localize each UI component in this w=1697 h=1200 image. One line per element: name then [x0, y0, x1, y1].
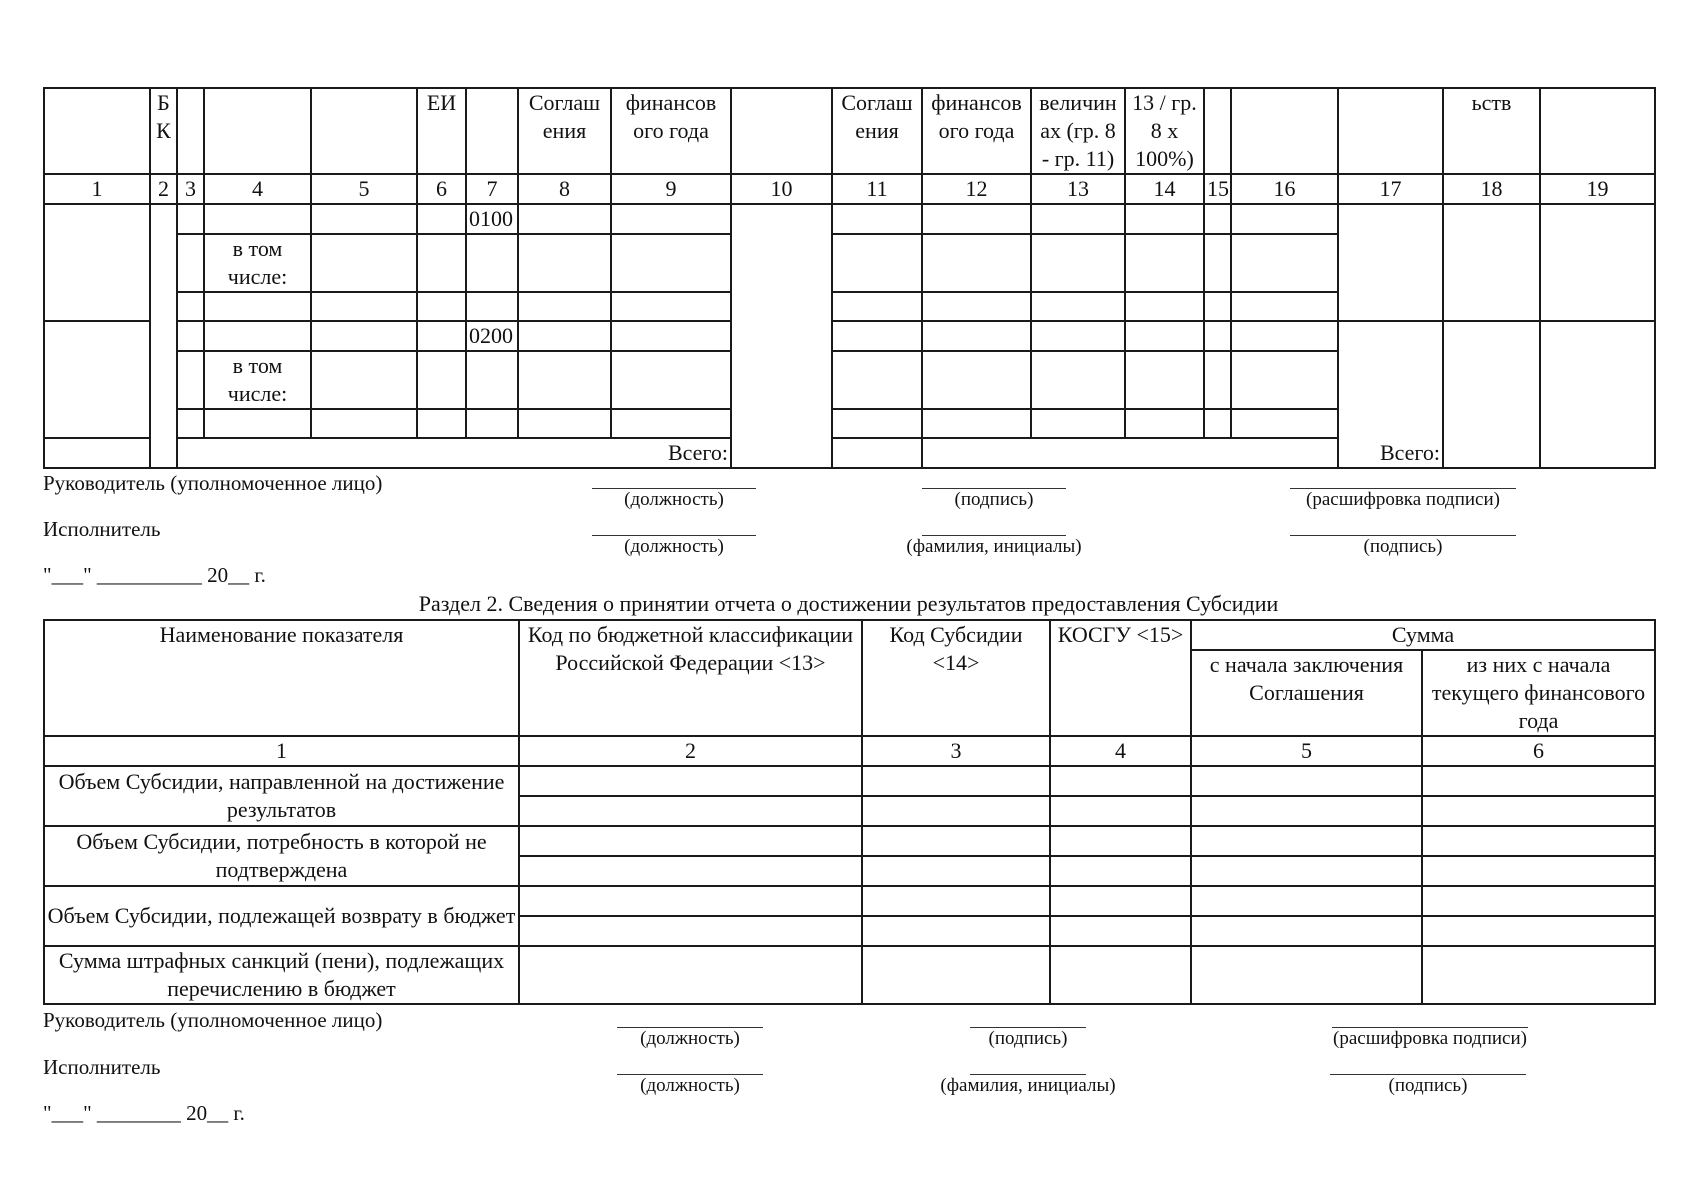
full-name-caption: (фамилия, инициалы) [906, 536, 1082, 557]
signature-caption: (подпись) [954, 489, 1034, 510]
data-cell[interactable] [204, 204, 311, 234]
signature-caption: (подпись) [1363, 536, 1443, 557]
data-cell[interactable] [1231, 234, 1338, 292]
position-field[interactable] [592, 535, 756, 558]
data-cell[interactable] [1125, 234, 1204, 292]
table-row [44, 946, 1655, 1004]
data-cell[interactable] [311, 292, 417, 321]
data-cell[interactable] [417, 409, 466, 438]
data-cell[interactable] [832, 351, 922, 409]
header-cell: ьств [1443, 88, 1540, 174]
data-cell[interactable] [44, 204, 150, 321]
data-cell[interactable] [1231, 292, 1338, 321]
head-label: Руководитель (уполномоченное лицо) [43, 471, 383, 495]
data-cell[interactable] [1050, 946, 1191, 1004]
data-cell[interactable] [1050, 886, 1191, 916]
data-cell[interactable] [519, 826, 862, 856]
header-from-start: с начала заключения Соглашения [1191, 650, 1422, 736]
position-caption: (должность) [624, 489, 724, 510]
position-field[interactable] [617, 1074, 763, 1097]
data-cell[interactable] [1443, 204, 1540, 321]
header-cell: ЕИ [417, 88, 466, 174]
data-cell[interactable] [1204, 409, 1231, 438]
data-cell[interactable] [1031, 234, 1125, 292]
data-cell[interactable] [1050, 766, 1191, 796]
data-cell[interactable] [1422, 766, 1655, 796]
total-row [44, 438, 1655, 468]
data-cell[interactable] [1050, 916, 1191, 946]
data-cell[interactable] [862, 766, 1050, 796]
data-cell[interactable] [922, 204, 1031, 234]
column-number: 3 [862, 736, 1050, 766]
data-cell[interactable] [1540, 321, 1655, 468]
data-cell[interactable] [1191, 796, 1422, 826]
header-cell [177, 88, 204, 174]
header-kosgu: КОСГУ <15> [1050, 620, 1191, 736]
data-cell[interactable] [1031, 409, 1125, 438]
indicator-name: Объем Субсидии, потребность в которой не подтверждена [44, 826, 519, 886]
column-number: 6 [417, 174, 466, 204]
table-row [44, 766, 1655, 796]
data-cell[interactable] [1031, 351, 1125, 409]
data-cell[interactable] [862, 796, 1050, 826]
position-field[interactable] [592, 488, 756, 511]
data-cell[interactable] [177, 204, 204, 234]
data-cell[interactable] [1231, 321, 1338, 351]
header-subsidy-code: Код Субсидии <14> [862, 620, 1050, 736]
data-cell[interactable] [832, 292, 922, 321]
data-cell[interactable] [177, 321, 204, 351]
header-sum: Сумма [1191, 620, 1655, 650]
data-cell[interactable] [466, 234, 518, 292]
position-caption: (должность) [624, 536, 724, 557]
data-cell[interactable] [519, 886, 862, 916]
data-cell[interactable] [922, 409, 1031, 438]
data-cell[interactable] [1191, 856, 1422, 886]
section-title: Раздел 2. Сведения о принятии отчета о достижении результатов предоставления Субсидии [418, 591, 1279, 616]
position-caption: (должность) [640, 1075, 740, 1096]
column-number: 12 [922, 174, 1031, 204]
header-cell [311, 88, 417, 174]
column-number: 10 [731, 174, 832, 204]
data-cell[interactable] [1443, 321, 1540, 468]
column-number: 4 [1050, 736, 1191, 766]
data-cell[interactable] [1191, 946, 1422, 1004]
data-cell[interactable] [1125, 409, 1204, 438]
data-cell[interactable] [466, 292, 518, 321]
header-cell [731, 88, 832, 174]
signature-decoding-caption: (расшифровка подписи) [1333, 1028, 1527, 1049]
data-cell[interactable] [417, 321, 466, 351]
data-cell[interactable] [1031, 204, 1125, 234]
data-cell[interactable] [1050, 856, 1191, 886]
header-cell: Соглаш ения [518, 88, 611, 174]
column-number: 6 [1422, 736, 1655, 766]
data-cell[interactable] [611, 351, 731, 409]
data-cell[interactable] [1125, 204, 1204, 234]
signature-decoding-field[interactable] [1310, 1027, 1550, 1050]
data-cell[interactable] [862, 946, 1050, 1004]
data-cell[interactable] [311, 234, 417, 292]
indicator-name: Объем Субсидии, подлежащей возврату в бюджет [44, 886, 519, 946]
header-cell [44, 88, 150, 174]
signature-field[interactable] [922, 488, 1066, 511]
data-cell[interactable] [177, 292, 204, 321]
column-number: 2 [150, 174, 177, 204]
data-cell[interactable] [1204, 321, 1231, 351]
data-cell[interactable] [1338, 204, 1443, 321]
data-cell[interactable] [832, 234, 922, 292]
data-cell[interactable] [862, 826, 1050, 856]
data-cell[interactable] [417, 292, 466, 321]
data-cell[interactable] [1231, 351, 1338, 409]
including-label: в том числе: [204, 351, 311, 409]
data-cell[interactable] [1422, 946, 1655, 1004]
position-caption: (должность) [640, 1028, 740, 1049]
data-cell[interactable] [922, 321, 1031, 351]
column-number: 5 [311, 174, 417, 204]
full-name-field[interactable] [925, 1074, 1131, 1097]
data-cell[interactable] [611, 234, 731, 292]
head-label: Руководитель (уполномоченное лицо) [43, 1008, 383, 1032]
column-number: 17 [1338, 174, 1443, 204]
signature-decoding-field[interactable] [1290, 488, 1516, 511]
column-number: 2 [519, 736, 862, 766]
data-cell[interactable] [862, 886, 1050, 916]
column-number: 14 [1125, 174, 1204, 204]
header-cell: 13 / гр. 8 х 100%) [1125, 88, 1204, 174]
data-cell[interactable] [1191, 916, 1422, 946]
column-number: 3 [177, 174, 204, 204]
data-cell[interactable] [518, 234, 611, 292]
row-code: 0100 [466, 204, 518, 234]
column-number-row [44, 736, 1655, 766]
column-number: 16 [1231, 174, 1338, 204]
column-number: 9 [611, 174, 731, 204]
signature-field[interactable] [970, 1027, 1086, 1050]
report-table-section2 [43, 619, 1656, 1005]
data-row [44, 204, 1655, 234]
executor-label: Исполнитель [43, 1055, 161, 1079]
data-cell[interactable] [922, 292, 1031, 321]
including-label: в том числе: [204, 234, 311, 292]
total-cell[interactable] [832, 438, 922, 468]
data-cell[interactable] [519, 796, 862, 826]
column-number: 1 [44, 174, 150, 204]
data-cell[interactable] [311, 204, 417, 234]
column-number: 8 [518, 174, 611, 204]
data-cell[interactable] [519, 856, 862, 886]
full-name-field[interactable] [892, 535, 1096, 558]
header-cell [1231, 88, 1338, 174]
data-cell[interactable] [611, 409, 731, 438]
executor-label: Исполнитель [43, 517, 161, 541]
header-cell: величин ах (гр. 8 - гр. 11) [1031, 88, 1125, 174]
header-cell [1338, 88, 1443, 174]
data-cell[interactable] [1204, 351, 1231, 409]
data-cell[interactable] [311, 351, 417, 409]
data-cell[interactable] [417, 234, 466, 292]
header-bk-code: Код по бюджетной классификации Российской Федерации <13> [519, 620, 862, 736]
data-cell[interactable] [518, 321, 611, 351]
data-cell[interactable] [1031, 292, 1125, 321]
data-cell[interactable] [611, 204, 731, 234]
data-cell[interactable] [519, 946, 862, 1004]
data-cell[interactable] [1191, 886, 1422, 916]
data-cell[interactable] [862, 916, 1050, 946]
header-cell [1204, 88, 1231, 174]
data-cell[interactable] [150, 204, 177, 468]
column-number: 19 [1540, 174, 1655, 204]
signature-field[interactable] [1290, 535, 1516, 558]
data-cell[interactable] [177, 409, 204, 438]
header-from-year: из них с начала текущего финансового года [1422, 650, 1655, 736]
data-cell[interactable] [417, 351, 466, 409]
data-cell[interactable] [1422, 796, 1655, 826]
data-cell[interactable] [1204, 292, 1231, 321]
data-cell[interactable] [1231, 409, 1338, 438]
data-cell[interactable] [1125, 292, 1204, 321]
indicator-name: Сумма штрафных санкций (пени), подлежащих перечислению в бюджет [44, 946, 519, 1004]
data-cell[interactable] [518, 351, 611, 409]
data-cell[interactable] [1050, 796, 1191, 826]
full-name-caption: (фамилия, инициалы) [940, 1075, 1116, 1096]
data-cell[interactable] [1191, 826, 1422, 856]
data-cell[interactable] [44, 321, 150, 438]
data-cell[interactable] [1191, 766, 1422, 796]
signature-caption: (подпись) [1388, 1075, 1468, 1096]
data-cell[interactable] [1422, 886, 1655, 916]
data-cell[interactable] [1125, 351, 1204, 409]
data-cell[interactable] [832, 321, 922, 351]
column-number: 5 [1191, 736, 1422, 766]
data-cell[interactable] [466, 351, 518, 409]
column-number: 11 [832, 174, 922, 204]
report-table-section1 [43, 87, 1656, 469]
data-row [44, 321, 1655, 351]
header-cell: Б К [150, 88, 177, 174]
data-cell[interactable] [1204, 234, 1231, 292]
total-label: Всего: [44, 438, 731, 468]
column-number: 4 [204, 174, 311, 204]
data-cell[interactable] [466, 409, 518, 438]
column-number: 1 [44, 736, 519, 766]
data-cell[interactable] [518, 292, 611, 321]
column-number: 7 [466, 174, 518, 204]
data-cell[interactable] [832, 409, 922, 438]
signature-caption: (подпись) [988, 1028, 1068, 1049]
header-cell: финансов ого года [611, 88, 731, 174]
header-cell [1540, 88, 1655, 174]
column-number-row [44, 174, 1655, 204]
column-number: 15 [1204, 174, 1231, 204]
header-cell: финансов ого года [922, 88, 1031, 174]
data-cell[interactable] [177, 351, 204, 409]
data-cell[interactable] [1204, 204, 1231, 234]
data-cell[interactable] [1231, 204, 1338, 234]
data-cell[interactable] [417, 204, 466, 234]
column-number: 18 [1443, 174, 1540, 204]
signature-decoding-caption: (расшифровка подписи) [1306, 489, 1500, 510]
data-cell[interactable] [1050, 826, 1191, 856]
header-row [44, 88, 1655, 174]
data-cell[interactable] [311, 321, 417, 351]
data-cell[interactable] [204, 321, 311, 351]
data-cell[interactable] [1422, 916, 1655, 946]
data-cell[interactable] [204, 409, 311, 438]
data-cell[interactable] [731, 204, 832, 468]
header-row [44, 620, 1655, 650]
total-label: Всего: [922, 438, 1443, 468]
data-cell[interactable] [832, 204, 922, 234]
header-cell [204, 88, 311, 174]
header-name: Наименование показателя [44, 620, 519, 736]
data-cell[interactable] [1422, 856, 1655, 886]
data-cell[interactable] [611, 292, 731, 321]
position-field[interactable] [617, 1027, 763, 1050]
data-cell[interactable] [177, 234, 204, 292]
column-number: 13 [1031, 174, 1125, 204]
table-row [44, 886, 1655, 916]
header-cell [466, 88, 518, 174]
signature-field[interactable] [1330, 1074, 1526, 1097]
data-cell[interactable] [519, 916, 862, 946]
data-cell[interactable] [862, 856, 1050, 886]
indicator-name: Объем Субсидии, направленной на достижение результатов [44, 766, 519, 826]
data-cell[interactable] [611, 321, 731, 351]
date-line[interactable]: "___" ________ 20__ г. [43, 1101, 245, 1125]
data-cell[interactable] [518, 409, 611, 438]
data-cell[interactable] [922, 351, 1031, 409]
header-cell: Соглаш ения [832, 88, 922, 174]
data-cell[interactable] [1540, 204, 1655, 321]
data-cell[interactable] [1031, 321, 1125, 351]
data-cell[interactable] [311, 409, 417, 438]
data-cell[interactable] [204, 292, 311, 321]
data-cell[interactable] [518, 204, 611, 234]
data-cell[interactable] [1422, 826, 1655, 856]
data-cell[interactable] [1125, 321, 1204, 351]
table-row [44, 826, 1655, 856]
date-line[interactable]: "___" __________ 20__ г. [43, 563, 266, 587]
row-code: 0200 [466, 321, 518, 351]
data-cell[interactable] [922, 234, 1031, 292]
data-cell[interactable] [519, 766, 862, 796]
